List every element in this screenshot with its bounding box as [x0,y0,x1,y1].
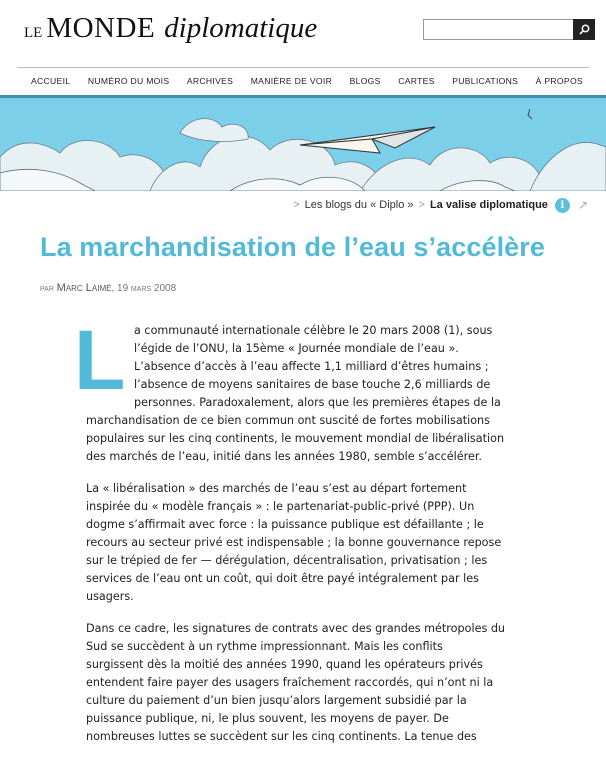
article-byline: par Marc Laimé, 19 mars 2008 [40,282,177,294]
nav-a-propos[interactable]: À PROPOS [535,75,583,86]
line: La « libéralisation » des marchés de l’eau s’est au départ fortement [86,482,467,495]
search-button[interactable] [573,19,595,40]
main-nav [17,67,589,93]
paragraph-3 [86,620,506,746]
line: surgissent dès la moitié des années 1990, quand les opérateurs privés [86,658,483,671]
blog-banner-illustration [0,95,606,191]
line: L’absence d’accès à l’eau affecte 1,1 milliard d’êtres humains ; [134,360,489,373]
line: l’absence de moyens sanitaires de base touche 2,6 milliards de [134,378,491,391]
breadcrumb-separator: > [418,199,425,211]
article-title: La marchandisation de l’eau s’accélère [40,232,546,262]
nav-cartes[interactable]: CARTES [398,75,435,86]
line: personnes. Paradoxalement, alors que les premières étapes de la [134,396,501,409]
line: dogme s’affirmait avec force : la puissance publique est défaillante ; le [86,518,484,531]
nav-accueil[interactable]: ACCUEIL [31,75,71,86]
line: Dans ce cadre, les signatures de contrats avec des grandes métropoles du [86,622,506,635]
breadcrumb-blogs-link[interactable]: Les blogs du « Diplo » [304,199,414,211]
line: services de l’eau ont un coût, qui doit être payé intégralement par les [86,572,479,585]
nav-archives[interactable]: ARCHIVES [186,75,234,86]
site-logo[interactable] [24,12,317,48]
dropcap-letter: L [74,313,126,407]
nav-publications[interactable]: PUBLICATIONS [452,75,519,86]
paragraph-1 [86,322,505,466]
line: Sud se succèdent à un rythme impressionnant. Mais les conflits [86,640,443,653]
logo-monde: MONDE [46,12,156,44]
line: usagers. [86,590,134,603]
line: marchandisation de ce bien commun ont suscité de fortes mobilisations [86,414,490,427]
line: entendent faire payer des usagers fraîchement raccordés, qui n’ont ni la [86,676,494,689]
line: nombreuses luttes se succèdent sur les cinq continents. La tenue des [86,730,477,743]
breadcrumb-current[interactable]: La valise diplomatique [429,199,548,211]
byline-par: par [40,283,54,294]
nav-blogs[interactable]: BLOGS [349,75,381,86]
search-icon [579,24,590,35]
line: puissance publique, ni, le plus souvent, les moyens de payer. De [86,712,449,725]
logo-diplomatique: diplomatique [164,12,318,44]
line: l’égide de l’ONU, la 15ème « Journée mondiale de l’eau ». [134,342,459,355]
line: sur le trépied de fer — dérégulation, décentralisation, privatisation ; les [86,554,488,567]
nav-maniere-de-voir[interactable]: MANIÈRE DE VOIR [250,75,333,86]
external-link-icon[interactable]: ↗ [577,198,588,212]
line: populaires sur les cinq continents, le mouvement mondial de libéralisation [86,432,505,445]
line: culture du paiement d’un bien jusqu’alors largement subsidié par la [86,694,467,707]
article-body [86,322,506,760]
line: recours au secteur privé est indispensable ; la bonne gouvernance repose [86,536,502,549]
search-input[interactable] [423,19,595,40]
breadcrumb-separator: > [293,199,300,211]
line: inspirée du « modèle français » : le partenariat-public-privé (PPP). Un [86,500,475,513]
info-icon[interactable]: i [555,198,570,213]
nav-numero-du-mois[interactable]: NUMÉRO DU MOIS [87,75,170,86]
byline-date: 19 mars 2008 [117,283,177,294]
logo-le: LE [24,25,43,41]
paragraph-2 [86,480,502,606]
line: des marchés de l’eau, initié dans les années 1980, semble s’accélérer. [86,450,482,463]
breadcrumb [288,196,588,214]
byline-author[interactable]: Marc Laimé [56,282,112,294]
line: a communauté internationale célèbre le 20 mars 2008 (1), sous [134,324,493,337]
